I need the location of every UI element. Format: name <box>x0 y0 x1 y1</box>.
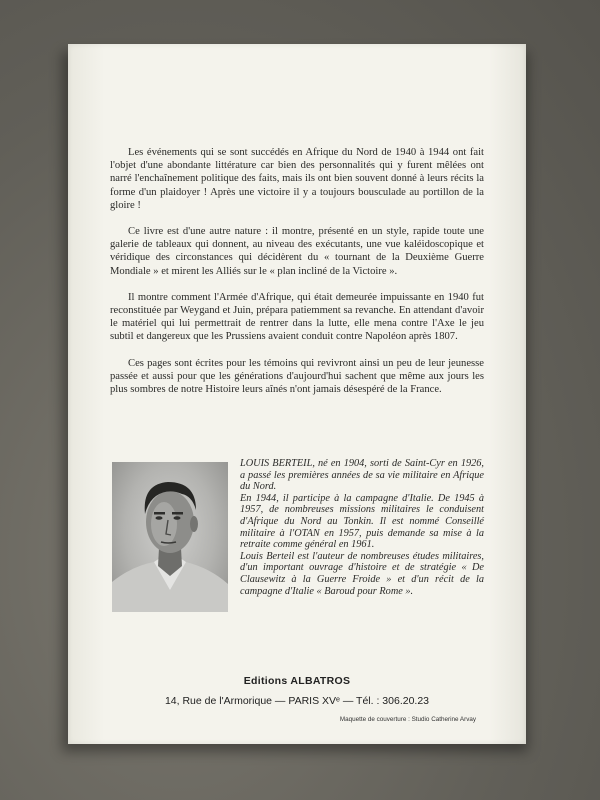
cover-design-credit: Maquette de couverture : Studio Catherine Arvay <box>339 716 476 723</box>
bio-line-1: LOUIS BERTEIL, né en 1904, sorti de Saint-Cyr en 1926, a passé les premières années de sa vie militaire en Afrique du Nord. <box>240 458 484 493</box>
publisher-address: 14, Rue de l'Armorique — PARIS XVᵉ — Tél. : 306.20.23 <box>164 695 430 707</box>
publisher-name: Editions ALBATROS <box>243 675 351 687</box>
blurb-text <box>110 146 484 409</box>
blurb-paragraph-4: Ces pages sont écrites pour les témoins qui revivront ainsi un peu de leur jeunesse passée et aussi pour que les générations d'aujourd'hui sachent que même aux jours les plus sombres de notre Histoire leurs aînés n'ont jamais désespéré de la France. <box>110 357 484 396</box>
author-biography <box>240 458 484 597</box>
bio-line-3: Louis Berteil est l'auteur de nombreuses études militaires, d'un important ouvrage d'histoire et de stratégie « De Clausewitz à la Guerre Froide » et d'un récit de la campagne d'Italie « Baroud pour Rome ». <box>240 550 484 597</box>
blurb-paragraph-3: Il montre comment l'Armée d'Afrique, qui était demeurée impuissante en 1940 fut reconstituée par Weygand et Juin, prépara patiemment sa revanche. En attendant d'avoir le matériel qui lui permettrait de rentrer dans la lutte, elle mena contre l'Axe le jeu subtil et dangereux que les Prussiens avaient conduit contre Napoléon après 1807. <box>110 291 484 343</box>
book-back-cover <box>68 44 526 744</box>
blurb-paragraph-2: Ce livre est d'une autre nature : il montre, présenté en un style, rapide toute une galerie de tableaux qui donnent, au niveau des exécutants, une vue kaléidoscopique et véridique des circonstances qui décidèrent du « tournant de la Deuxième Guerre Mondiale » et mirent les Alliés sur le « plan incliné de la Victoire ». <box>110 226 484 277</box>
blurb-paragraph-1: Les événements qui se sont succédés en Afrique du Nord de 1940 à 1944 ont fait l'objet d'une abondante littérature car bien des personnalités qui y furent mêlées ont narré l'enchaînement politique des faits, mais ils ont bien souvent donné à leurs récits la forme d'un plaidoyer ! Après une victoire il y a toujours bousculade au portillon de la gloire ! <box>110 147 484 211</box>
bio-line-2: En 1944, il participe à la campagne d'Italie. De 1945 à 1957, de nombreuses missions militaires le conduisent d'Afrique du Nord au Tonkin. Il est nommé Conseillé militaire à l'OTAN en 1957, puis demande sa mise à la retraite comme général en 1961. <box>240 492 484 551</box>
author-photo <box>112 462 228 612</box>
author-section <box>112 458 484 662</box>
